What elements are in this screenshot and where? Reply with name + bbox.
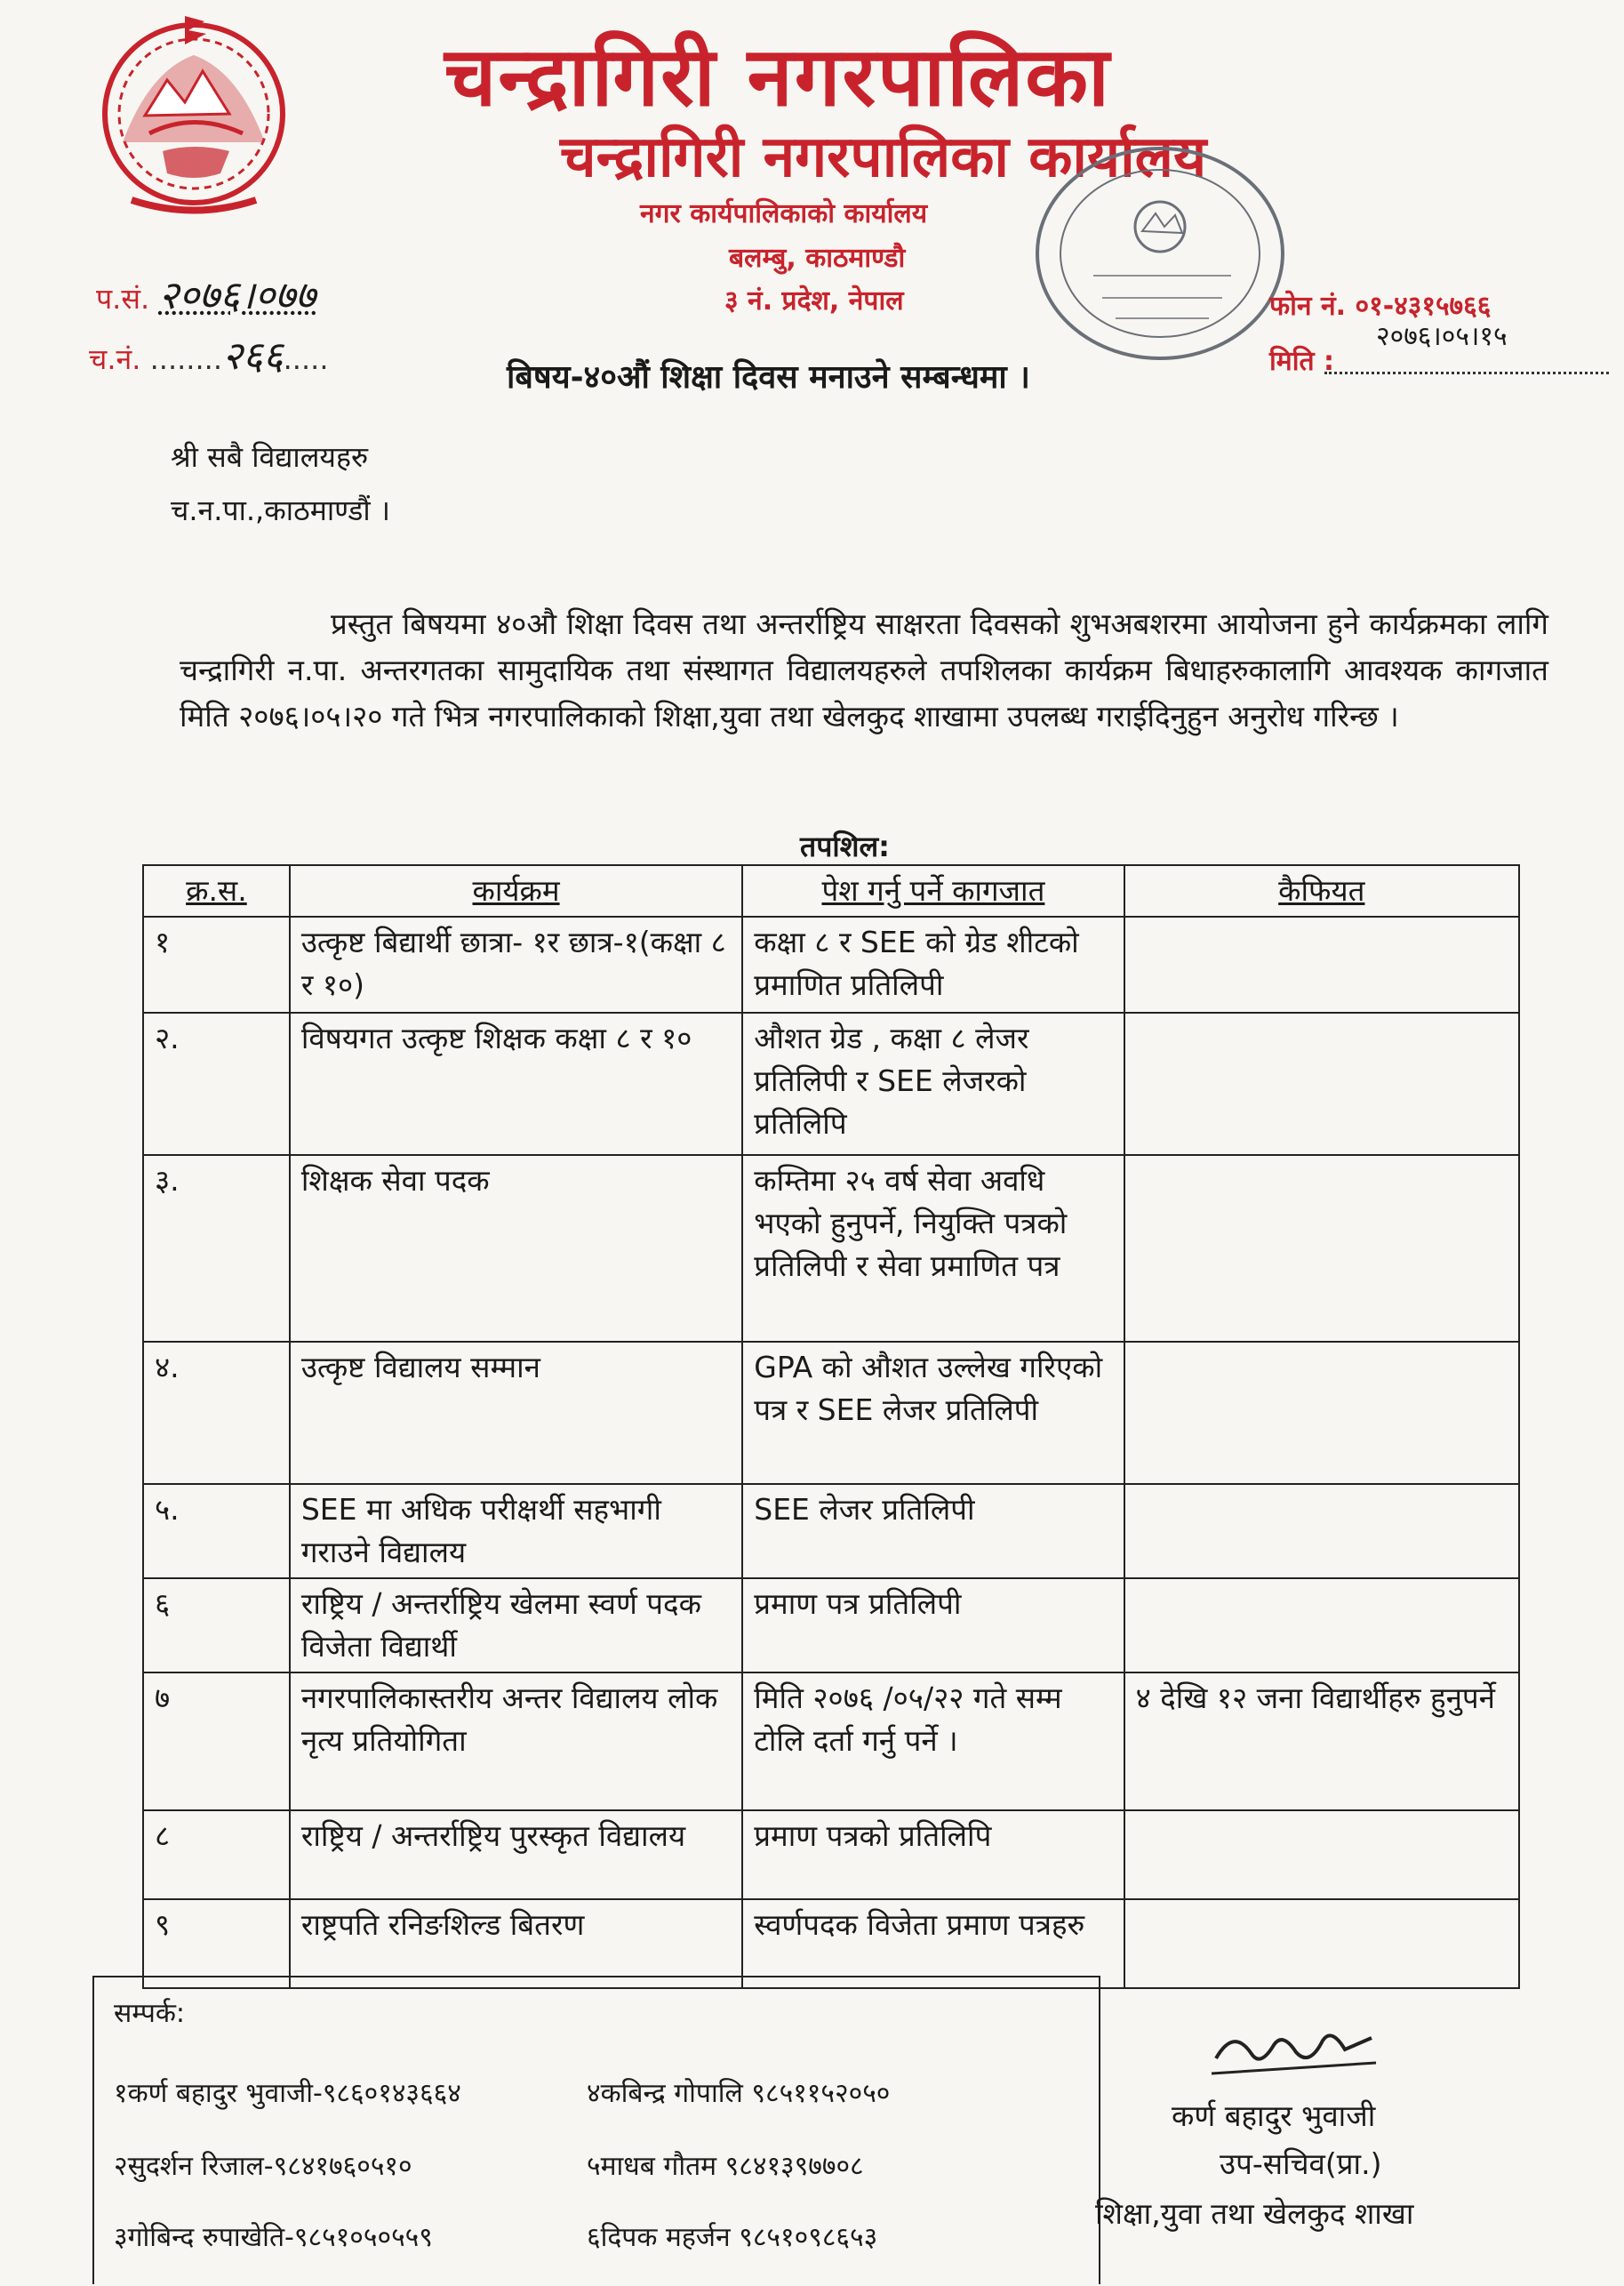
cell-documents: मिति २०७६ /०५/२२ गते सम्म टोलि दर्ता गर्नु पर्ने । — [742, 1672, 1124, 1810]
office-stamp — [1031, 142, 1289, 365]
header-remarks: कैफियत — [1124, 865, 1519, 917]
cell-remarks — [1124, 1578, 1519, 1672]
contact-item: २सुदर्शन रिजाल-९८४१७६०५१० — [114, 2151, 412, 2182]
cell-program: SEE मा अधिक परीक्षर्थी सहभागी गराउने विद्यालय — [290, 1484, 742, 1578]
cell-program: राष्ट्रपति रनिङशिल्ड बितरण — [290, 1899, 742, 1988]
table-row — [143, 1810, 1519, 1899]
header-documents: पेश गर्नु पर्ने कागजात — [742, 865, 1124, 917]
cell-serial: ६ — [143, 1578, 290, 1672]
cell-remarks — [1124, 1342, 1519, 1484]
table-row — [143, 1578, 1519, 1672]
cell-serial: ४. — [143, 1342, 290, 1484]
letterhead-office: नगर कार्यपालिकाको कार्यालय — [640, 198, 928, 229]
cell-remarks: ४ देखि १२ जना विद्यार्थीहरु हुनुपर्ने — [1124, 1672, 1519, 1810]
table-row — [143, 1342, 1519, 1484]
letterhead-subtitle: चन्द्रागिरी नगरपालिका कार्यालय — [560, 124, 1207, 190]
cell-serial: ९ — [143, 1899, 290, 1988]
signatory-name: कर्ण बहादुर भुवाजी — [1172, 2098, 1376, 2133]
header-serial: क्र.स. — [143, 865, 290, 917]
letterhead-address: बलम्बु, काठमाण्डौ — [729, 243, 906, 274]
table-row — [143, 1484, 1519, 1578]
cell-remarks — [1124, 1899, 1519, 1988]
table-row — [143, 1155, 1519, 1342]
cell-remarks — [1124, 1810, 1519, 1899]
cell-serial: ३. — [143, 1155, 290, 1342]
program-table — [142, 864, 1520, 1989]
cell-program: नगरपालिकास्तरीय अन्तर विद्यालय लोक नृत्य प्रतियोगिता — [290, 1672, 742, 1810]
date-label: मिति : — [1269, 346, 1335, 377]
handwritten-signature — [1198, 2018, 1385, 2089]
letterhead-title: चन्द्रागिरी नगरपालिका — [444, 29, 1111, 124]
cell-remarks — [1124, 1155, 1519, 1342]
cell-documents: औशत ग्रेड , कक्षा ८ लेजर प्रतिलिपी र SEE लेजरको प्रतिलिपि — [742, 1013, 1124, 1155]
cell-program: उत्कृष्ट बिद्यार्थी छात्रा- १र छात्र-१(कक्षा ८ र १०) — [290, 917, 742, 1013]
cell-remarks — [1124, 1013, 1519, 1155]
contact-title: सम्पर्क: — [114, 1998, 186, 2029]
cell-documents: प्रमाण पत्रको प्रतिलिपि — [742, 1810, 1124, 1899]
cell-documents: कक्षा ८ र SEE को ग्रेड शीटको प्रमाणित प्रतिलिपी — [742, 917, 1124, 1013]
table-header-row — [143, 865, 1519, 917]
cell-serial: ७ — [143, 1672, 290, 1810]
letterhead-province: ३ नं. प्रदेश, नेपाल — [724, 285, 904, 317]
reference-number — [96, 267, 316, 320]
letter-body: प्रस्तुत बिषयमा ४०औ शिक्षा दिवस तथा अन्तर्राष्ट्रिय साक्षरता दिवसको शुभअबशरमा आयोजना हुने कार्यक्रमका लागि चन्द्रागिरी न.पा. अन्तरगतका सामुदायिक तथा संस्थागत विद्यालयहरुले तपशिलका कार्यक्रम बिधाहरुकालागि आवश्यक कागजात मिति २०७६।०५।२० गते भित्र नगरपालिकाको शिक्षा,युवा तथा खेलकुद शाखामा उपलब्ध गराईदिनुहुन अनुरोध गरिन्छ । — [180, 606, 1548, 734]
ref-label: प.सं. — [96, 282, 150, 316]
signatory-post: उप-सचिव(प्रा.) — [1220, 2146, 1382, 2181]
contact-item: १कर्ण बहादुर भुवाजी-९८६०१४३६६४ — [114, 2078, 461, 2109]
cell-serial: १ — [143, 917, 290, 1013]
cell-documents: GPA को औशत उल्लेख गरिएको पत्र र SEE लेजर प्रतिलिपी — [742, 1342, 1124, 1484]
signatory-department: शिक्षा,युवा तथा खेलकुद शाखा — [1095, 2196, 1414, 2231]
contact-item: ३गोबिन्द रुपाखेति-९८५१०५०५५९ — [114, 2222, 433, 2253]
cell-serial: ८ — [143, 1810, 290, 1899]
cell-serial: ५. — [143, 1484, 290, 1578]
contact-item: ५माधब गौतम ९८४१३९७७०८ — [587, 2151, 864, 2182]
table-row — [143, 1672, 1519, 1810]
table-row — [143, 1899, 1519, 1988]
ref-value: २०७६।०७७ — [158, 273, 316, 318]
table-row — [143, 1013, 1519, 1155]
cell-program: विषयगत उत्कृष्ट शिक्षक कक्षा ८ र १० — [290, 1013, 742, 1155]
table-title: तपशिल: — [800, 830, 890, 863]
letter-subject: बिषय-४०औं शिक्षा दिवस मनाउने सम्बन्धमा । — [507, 359, 1030, 396]
contact-item: ६दिपक महर्जन ९८५१०९८६५३ — [587, 2222, 878, 2253]
cell-remarks — [1124, 1484, 1519, 1578]
cell-documents: प्रमाण पत्र प्रतिलिपी — [742, 1578, 1124, 1672]
nepal-emblem-logo — [96, 9, 292, 222]
handwritten-date: २०७६।०५।१५ — [1376, 321, 1508, 352]
cell-documents: SEE लेजर प्रतिलिपी — [742, 1484, 1124, 1578]
cell-remarks — [1124, 917, 1519, 1013]
addressee-line-1: श्री सबै विद्यालयहरु — [171, 440, 369, 474]
table-row — [143, 917, 1519, 1013]
cell-documents: कम्तिमा २५ वर्ष सेवा अवधि भएको हुनुपर्ने, नियुक्ति पत्रको प्रतिलिपी र सेवा प्रमाणित पत्र — [742, 1155, 1124, 1342]
dispatch-number: च.नं. ........२६६..... — [89, 333, 329, 379]
phone-label: फोन नं. — [1269, 291, 1347, 322]
cell-documents: स्वर्णपदक विजेता प्रमाण पत्रहरु — [742, 1899, 1124, 1988]
addressee-line-2: च.न.पा.,काठमाण्डौं । — [171, 493, 391, 527]
dispatch-label: च.नं. — [89, 342, 141, 376]
header-program: कार्यक्रम — [290, 865, 742, 917]
date-dotted-line — [1324, 349, 1609, 374]
cell-serial: २. — [143, 1013, 290, 1155]
dispatch-value: २६६ — [221, 333, 284, 379]
phone-number: ०१-४३१५७६६ — [1355, 291, 1492, 322]
cell-program: उत्कृष्ट विद्यालय सम्मान — [290, 1342, 742, 1484]
cell-program: राष्ट्रिय / अन्तर्राष्ट्रिय खेलमा स्वर्ण पदक विजेता विद्यार्थी — [290, 1578, 742, 1672]
cell-program: शिक्षक सेवा पदक — [290, 1155, 742, 1342]
cell-program: राष्ट्रिय / अन्तर्राष्ट्रिय पुरस्कृत विद्यालय — [290, 1810, 742, 1899]
contact-item: ४कबिन्द्र गोपालि ९८५११५२०५० — [587, 2078, 891, 2109]
